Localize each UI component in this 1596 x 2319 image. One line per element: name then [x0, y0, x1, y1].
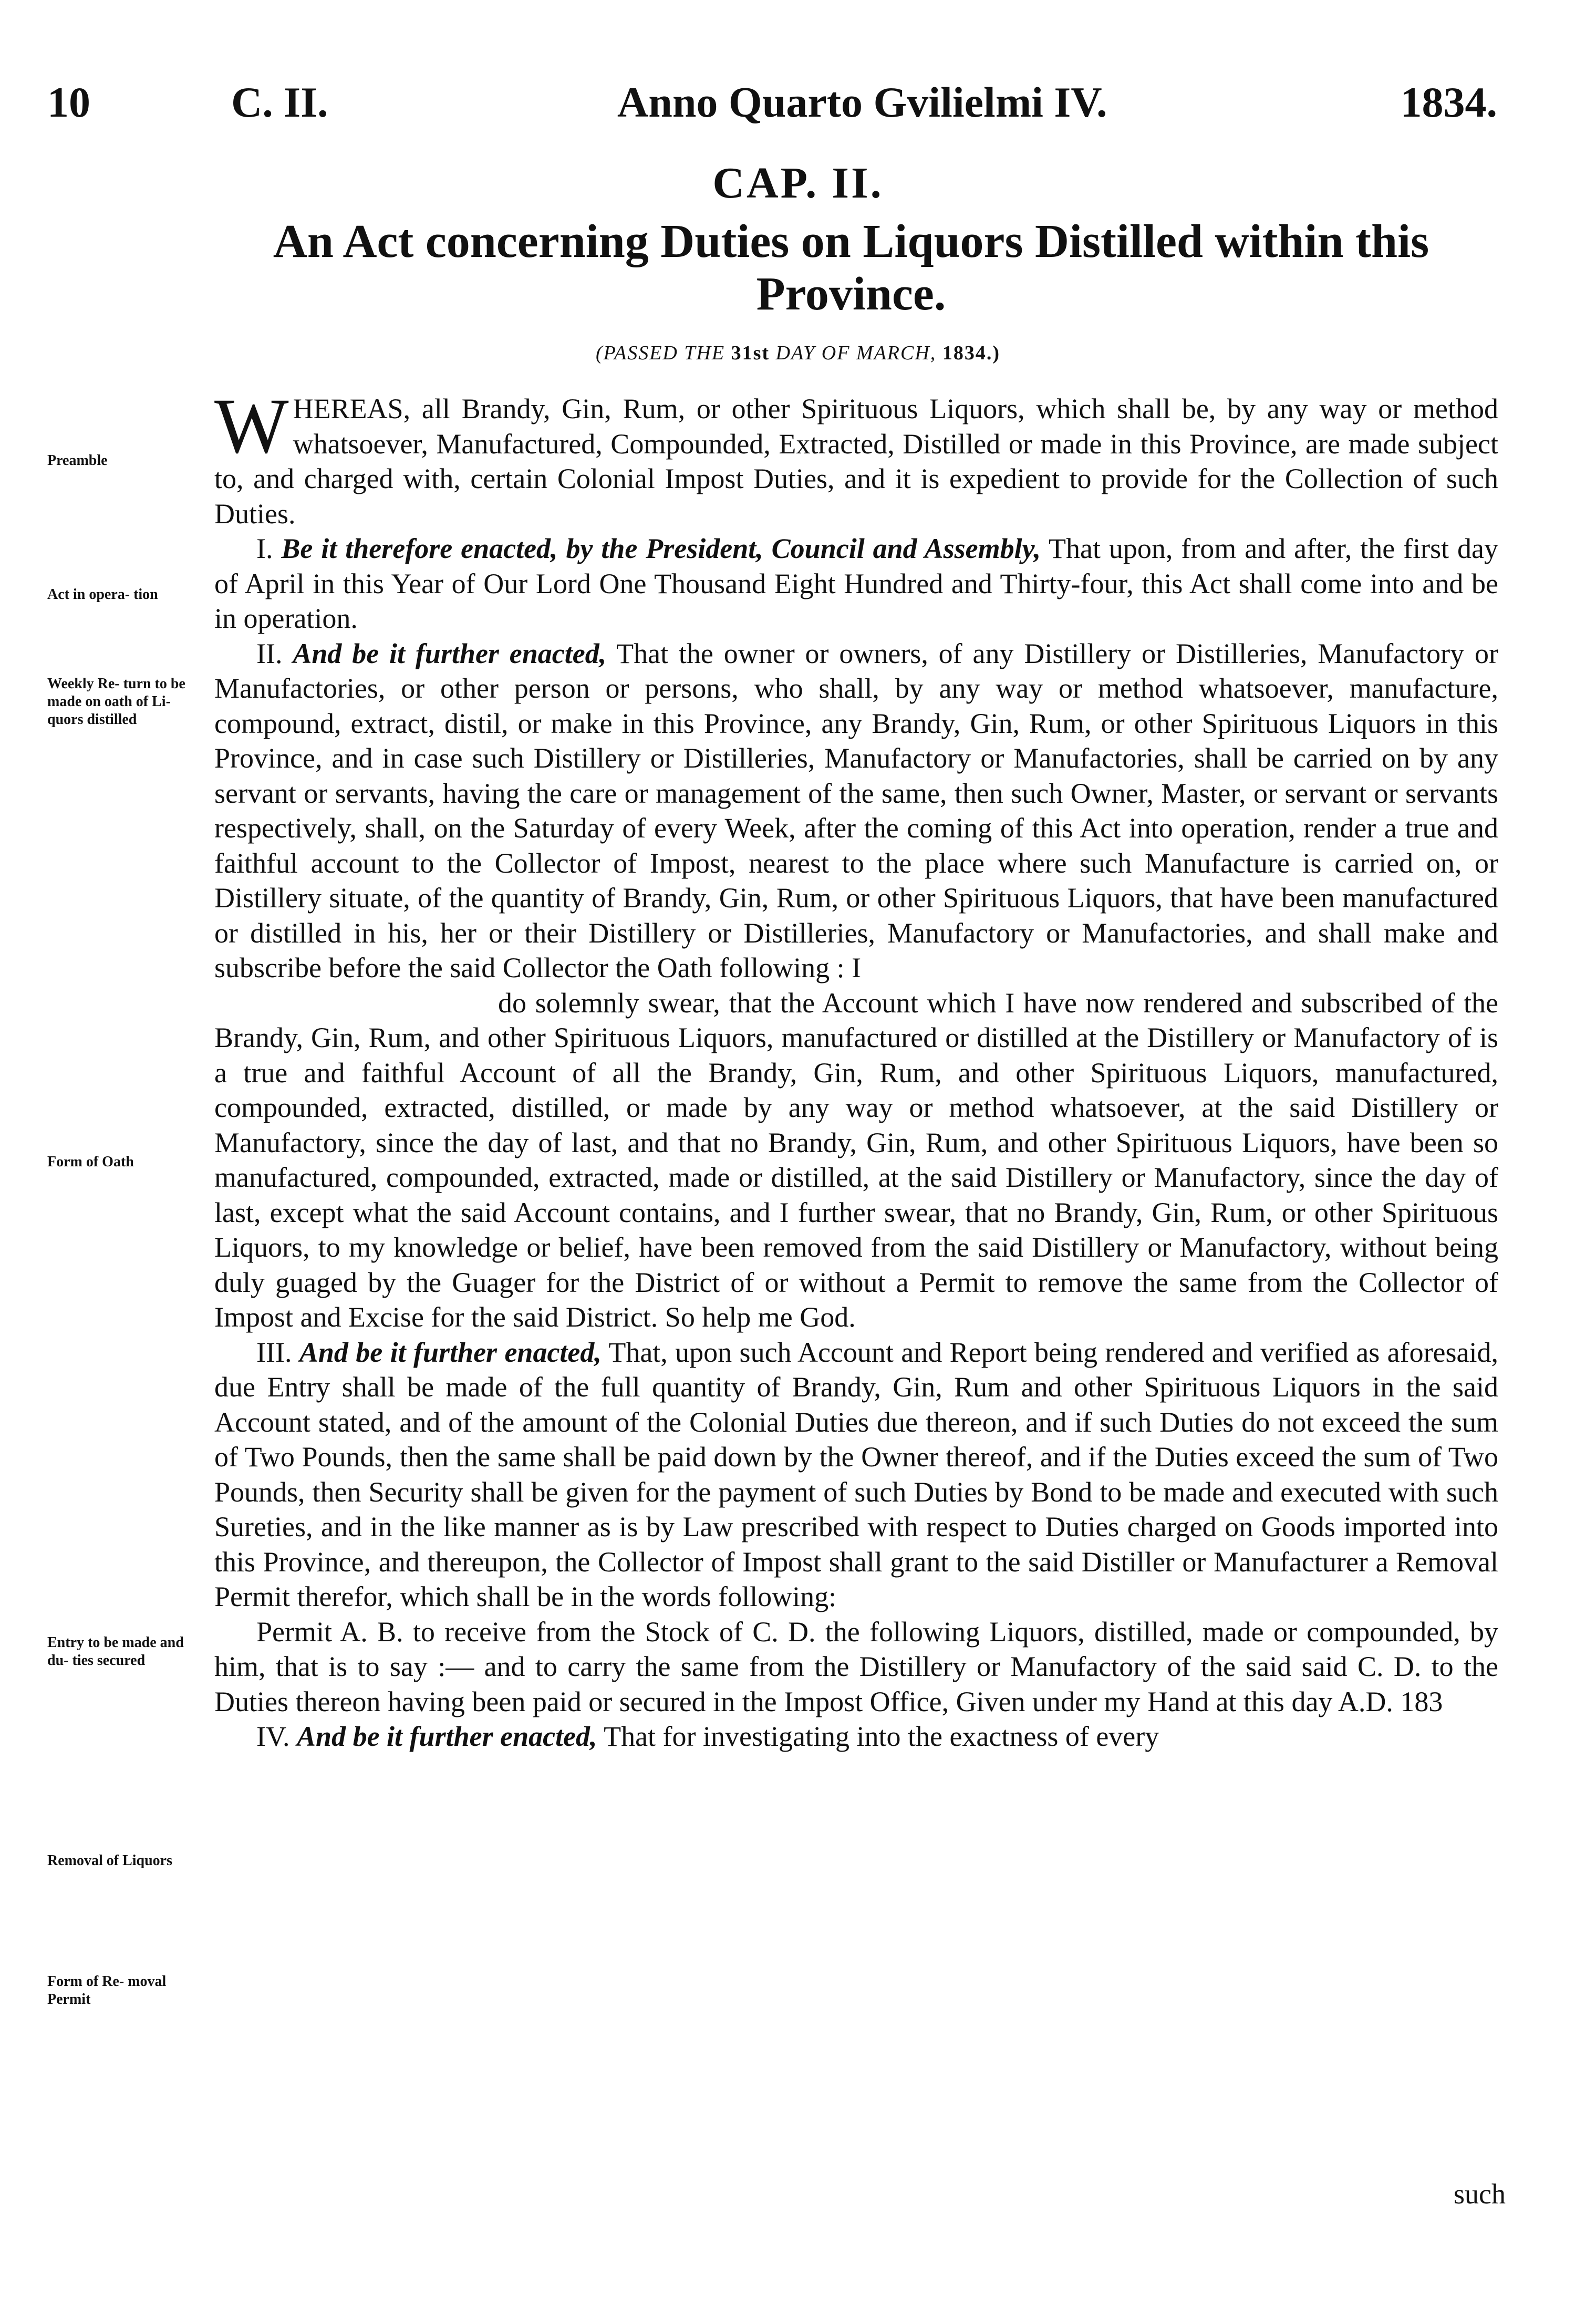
section-4-number: IV. — [256, 1721, 290, 1752]
preamble-text: HEREAS, all Brandy, Gin, Rum, or other Spirituous Liquors, which shall be, by any way or method whatsoever, Manufactured, Compounded, Extracted, Distilled or made in this Province, are made subject to, and charged with, certain Colonial Impost Duties, and it is expedient to provide for the Collection of such Duties. — [214, 393, 1498, 530]
header-title: Anno Quarto Gvilielmi IV. — [617, 78, 1107, 126]
header-year: 1834. — [1400, 78, 1497, 126]
side-note-form-of-permit: Form of Re- moval Permit — [47, 1973, 167, 2007]
section-3-number: III. — [256, 1336, 292, 1368]
side-note-preamble: Preamble — [47, 452, 108, 469]
passed-date — [0, 341, 1596, 365]
side-note-weekly-return: Weekly Re- turn to be made on oath of Li- quors distilled — [47, 676, 185, 728]
page-number: 10 — [47, 78, 90, 126]
section-2-text: That the owner or owners, of any Distillery or Distilleries, Manufactory or Manufactories, or other person or persons, who shall, by any way or method whatsoever, manufacture, compound, extract, distil, or make in this Province, any Brandy, Gin, Rum, or other Spirituous Liquors in this Province, and in case such Distillery or Distilleries, Manufactory or Manufactories, shall be carried on by any servant or servants, having the care or management of the same, then such Owner, Master, or servant or servants respectively, shall, on the Saturday of every Week, after the coming of this Act into operation, render a true and faithful account to the Collector of Impost, nearest to the place where such Manufacture is carried on, or Distillery situate, of the quantity of Brandy, Gin, Rum, or other Spirituous Liquors, that have been manufactured or distilled in his, her or their Distillery or Distilleries, Manufactory or Manufactories, and shall make and subscribe before the said Collector the Oath following : I — [214, 637, 1498, 983]
permit-paragraph — [214, 1614, 1498, 1720]
cap-heading: CAP. II. — [712, 159, 884, 208]
side-note-form-of-oath: Form of Oath — [47, 1154, 134, 1170]
section-4 — [214, 1719, 1498, 1754]
section-1 — [214, 531, 1498, 636]
side-note-removal: Removal of Liquors — [47, 1852, 172, 1869]
side-note-entry: Entry to be made and du- ties secured — [47, 1634, 184, 1669]
act-title: An Act concerning Duties on Liquors Distilled within this Province. — [273, 215, 1429, 320]
section-4-enacting-clause: And be it further enacted, — [297, 1721, 597, 1752]
section-3-enacting-clause: And be it further enacted, — [299, 1336, 602, 1368]
section-3 — [214, 1335, 1498, 1614]
side-note-act-in-operation: Act in opera- tion — [47, 586, 158, 603]
section-1-enacting-clause: Be it therefore enacted, by the President, Council and Assembly, — [281, 533, 1041, 564]
section-2-number: II. — [256, 637, 283, 669]
drop-cap: W — [214, 382, 289, 470]
passed-middle: DAY OF MARCH, — [770, 342, 942, 364]
section-3-text: That, upon such Account and Report being rendered and verified as aforesaid, due Entry shall be made of the full quantity of Brandy, Gin, Rum and other Spirituous Liquors in the said Account stated, and of the amount of the Colonial Duties due thereon, and if such Duties do not exceed the sum of Two Pounds, then the same shall be paid down by the Owner thereof, and if the Duties exceed the sum of Two Pounds, then Security shall be given for the payment of such Duties by Bond to be made and executed with such Sureties, and in the like manner as is by Law prescribed with respect to Duties charged on Goods imported into this Province, and thereupon, the Collector of Impost shall grant to the said Distiller or Manufacturer a Removal Permit therefor, which shall be in the words following: — [214, 1336, 1498, 1612]
oath-text: do solemnly swear, that the Account which I have now rendered and subscribed of the Brandy, Gin, Rum, and other Spirituous Liquors, manufactured or distilled at the Distillery or Manufactory of is a true and faithful Account of all the Brandy, Gin, Rum, and other Spirituous Liquors, manufactured, compounded, extracted, distilled, or made by any way or method whatsoever, at the said Distillery or Manufactory, since the day of last, and that no Brandy, Gin, Rum, and other Spirituous Liquors, have been so manufactured, compounded, extracted, made or distilled, at the said Distillery or Manufactory, since the day of last, except what the said Account contains, and I further swear, that no Brandy, Gin, Rum, or other Spirituous Liquors, to my knowledge or belief, have been removed from the said Distillery or Manufactory, without being duly guaged by the Guager for the District of or without a Permit to remove the same from the Collector of Impost and Excise for the said District. So help me God. — [214, 987, 1498, 1333]
chapter-label: C. II. — [231, 78, 328, 126]
passed-day: 31st — [731, 342, 770, 364]
catchword: such — [1454, 2178, 1506, 2210]
preamble-paragraph — [214, 382, 1498, 531]
oath-paragraph — [214, 986, 1498, 1335]
section-1-text: That upon, from and after, the first day of April in this Year of Our Lord One Thousand Eight Hundred and Thirty-four, this Act shall come into and be in operation. — [214, 533, 1499, 634]
permit-text: Permit A. B. to receive from the Stock of C. D. the following Liquors, distilled, made or compounded, by him, that is to say :— and to carry the same from the Distillery or Manufactory of the said said C. D. to the Duties thereon having been paid or secured in the Impost Office, Given under my Hand at this day A.D. 183 — [214, 1616, 1498, 1717]
act-body — [214, 382, 1499, 1754]
section-2 — [214, 636, 1498, 986]
section-2-enacting-clause: And be it further enacted, — [293, 637, 607, 669]
passed-prefix: (PASSED THE — [596, 342, 731, 364]
section-1-number: I. — [256, 533, 273, 564]
running-header — [47, 79, 1497, 126]
passed-year: 1834.) — [942, 342, 1000, 364]
section-4-text: That for investigating into the exactness of every — [604, 1721, 1159, 1752]
